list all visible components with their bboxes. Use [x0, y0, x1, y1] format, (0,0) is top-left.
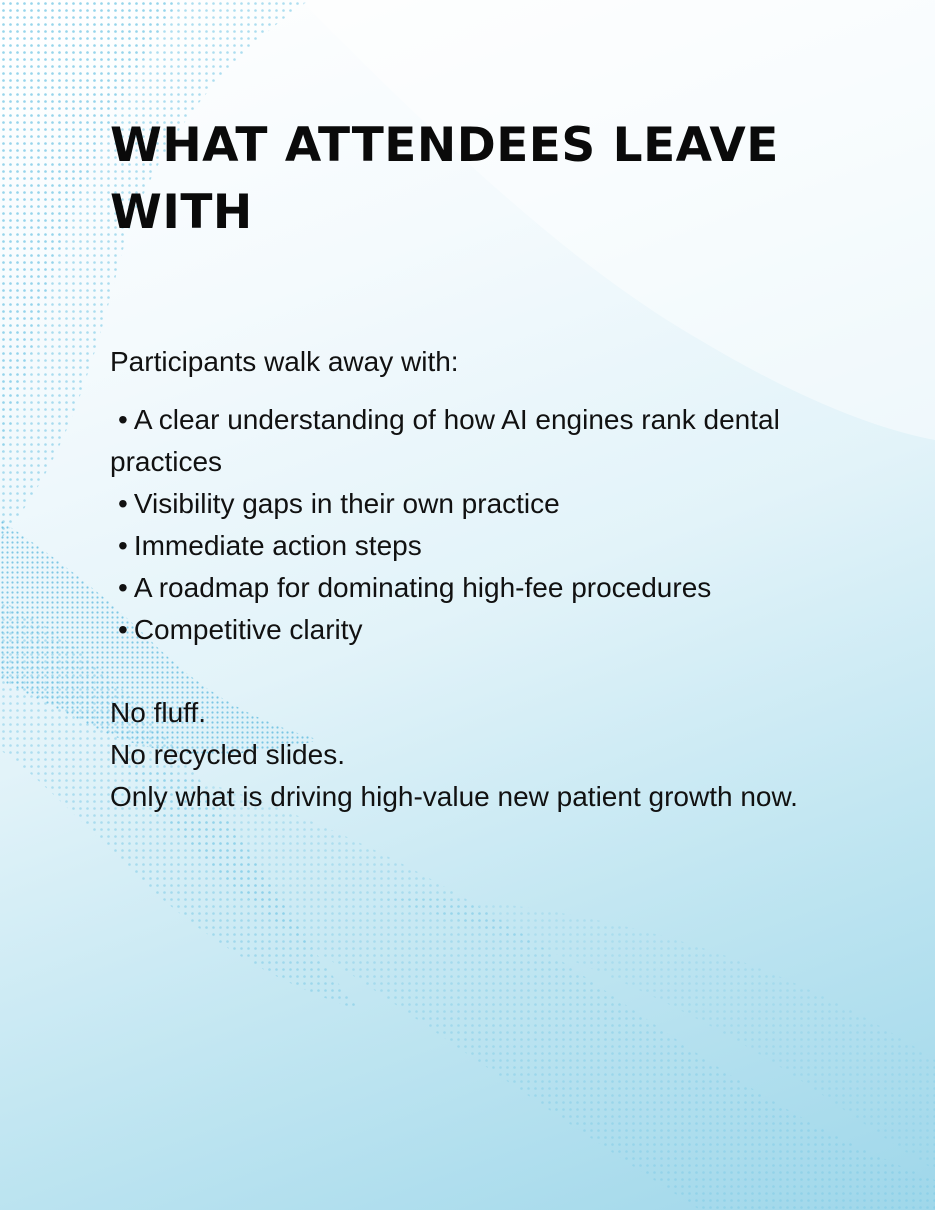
list-item-text: Immediate action steps [133, 530, 422, 561]
bullet-icon: • [118, 530, 128, 561]
intro-text: Participants walk away with: [110, 346, 459, 377]
list-item-text: A clear understanding of how AI engines rank dental practices [110, 404, 780, 477]
list-item-text: A roadmap for dominating high-fee procedures [133, 572, 712, 603]
takeaways-list [110, 399, 850, 651]
list-item-text: Competitive clarity [133, 614, 363, 645]
page-title: WHAT ATTENDEES LEAVE WITH [110, 118, 779, 240]
closing-line: Only what is driving high-value new patient growth now. [110, 781, 798, 812]
content-block [110, 112, 850, 818]
closing-statement [110, 692, 850, 818]
bullet-icon: • [118, 488, 128, 519]
list-item [110, 609, 850, 651]
list-item-text: Visibility gaps in their own practice [133, 488, 560, 519]
bullet-icon: • [118, 572, 128, 603]
list-item [110, 525, 850, 567]
list-item [110, 567, 850, 609]
closing-line: No recycled slides. [110, 739, 345, 770]
list-item [110, 483, 850, 525]
closing-line: No fluff. [110, 697, 206, 728]
bullet-icon: • [118, 404, 128, 435]
bullet-icon: • [118, 614, 128, 645]
list-item [110, 399, 850, 483]
